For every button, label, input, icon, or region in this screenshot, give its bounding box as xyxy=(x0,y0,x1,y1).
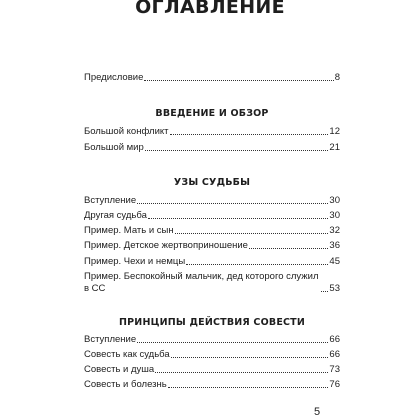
entry-page-number: 76 xyxy=(329,379,340,390)
toc-entry xyxy=(84,142,340,154)
dot-leader xyxy=(186,264,328,265)
section-heading-principles-of-conscience: ПРИНЦИПЫ ДЕЙСТВИЯ СОВЕСТИ xyxy=(118,317,306,328)
entry-page-number: 66 xyxy=(329,334,340,345)
toc-entry xyxy=(84,364,340,376)
toc-entry xyxy=(84,349,340,361)
toc-entry xyxy=(84,240,340,252)
dot-leader xyxy=(144,80,333,81)
entry-title: Предисловие xyxy=(84,72,144,83)
entry-page-number: 36 xyxy=(329,240,340,251)
entry-title: Совесть и болезнь xyxy=(84,379,167,390)
entry-page-number: 30 xyxy=(329,195,340,206)
dot-leader xyxy=(171,357,329,358)
entry-title: Пример. Беспокойный мальчик, дед которого служил в СС xyxy=(84,271,319,294)
toc-entry xyxy=(84,256,340,268)
entry-title: Большой конфликт xyxy=(84,126,169,137)
entry-title: Вступление xyxy=(84,334,137,345)
entry-page-number: 12 xyxy=(329,126,340,137)
entry-title: Пример. Мать и сын xyxy=(84,225,174,236)
entry-page-number: 21 xyxy=(329,142,340,153)
entry-title: Другая судьба xyxy=(84,210,147,221)
entry-title: Совесть как судьба xyxy=(84,349,170,360)
toc-entry xyxy=(84,195,340,207)
dot-leader xyxy=(137,342,328,343)
dot-leader xyxy=(145,150,329,151)
toc-entry xyxy=(84,210,340,222)
entry-title: Пример. Детское жертвоприношение xyxy=(84,240,248,251)
toc-entry xyxy=(84,126,340,138)
toc-entry xyxy=(84,379,340,391)
entry-title: Большой мир xyxy=(84,142,144,153)
dot-leader xyxy=(175,233,329,234)
entry-title: Пример. Чехи и немцы xyxy=(84,256,186,267)
entry-page-number: 66 xyxy=(329,349,340,360)
entry-page-number: 32 xyxy=(329,225,340,236)
dot-leader xyxy=(249,248,328,249)
toc-entry xyxy=(84,225,340,237)
entry-page-number: 8 xyxy=(334,72,340,83)
toc-entry xyxy=(84,271,340,295)
dot-leader xyxy=(137,203,328,204)
dot-leader xyxy=(168,387,329,388)
toc-entry-preface xyxy=(84,72,340,84)
entry-page-number: 45 xyxy=(329,256,340,267)
page-title: ОГЛАВЛЕНИЕ xyxy=(135,0,285,18)
entry-title: Совесть и душа xyxy=(84,364,155,375)
entry-page-number: 30 xyxy=(329,210,340,221)
toc-entry xyxy=(84,334,340,346)
entry-title: Вступление xyxy=(84,195,137,206)
entry-page-number: 53 xyxy=(329,283,340,294)
page-number: 5 xyxy=(314,406,321,418)
entry-page-number: 73 xyxy=(329,364,340,375)
dot-leader xyxy=(170,134,329,135)
dot-leader xyxy=(148,218,329,219)
section-heading-bonds-of-fate: УЗЫ СУДЬБЫ xyxy=(173,177,251,188)
dot-leader xyxy=(155,372,328,373)
dot-leader xyxy=(321,291,328,292)
section-heading-introduction: ВВЕДЕНИЕ И ОБЗОР xyxy=(155,108,269,119)
